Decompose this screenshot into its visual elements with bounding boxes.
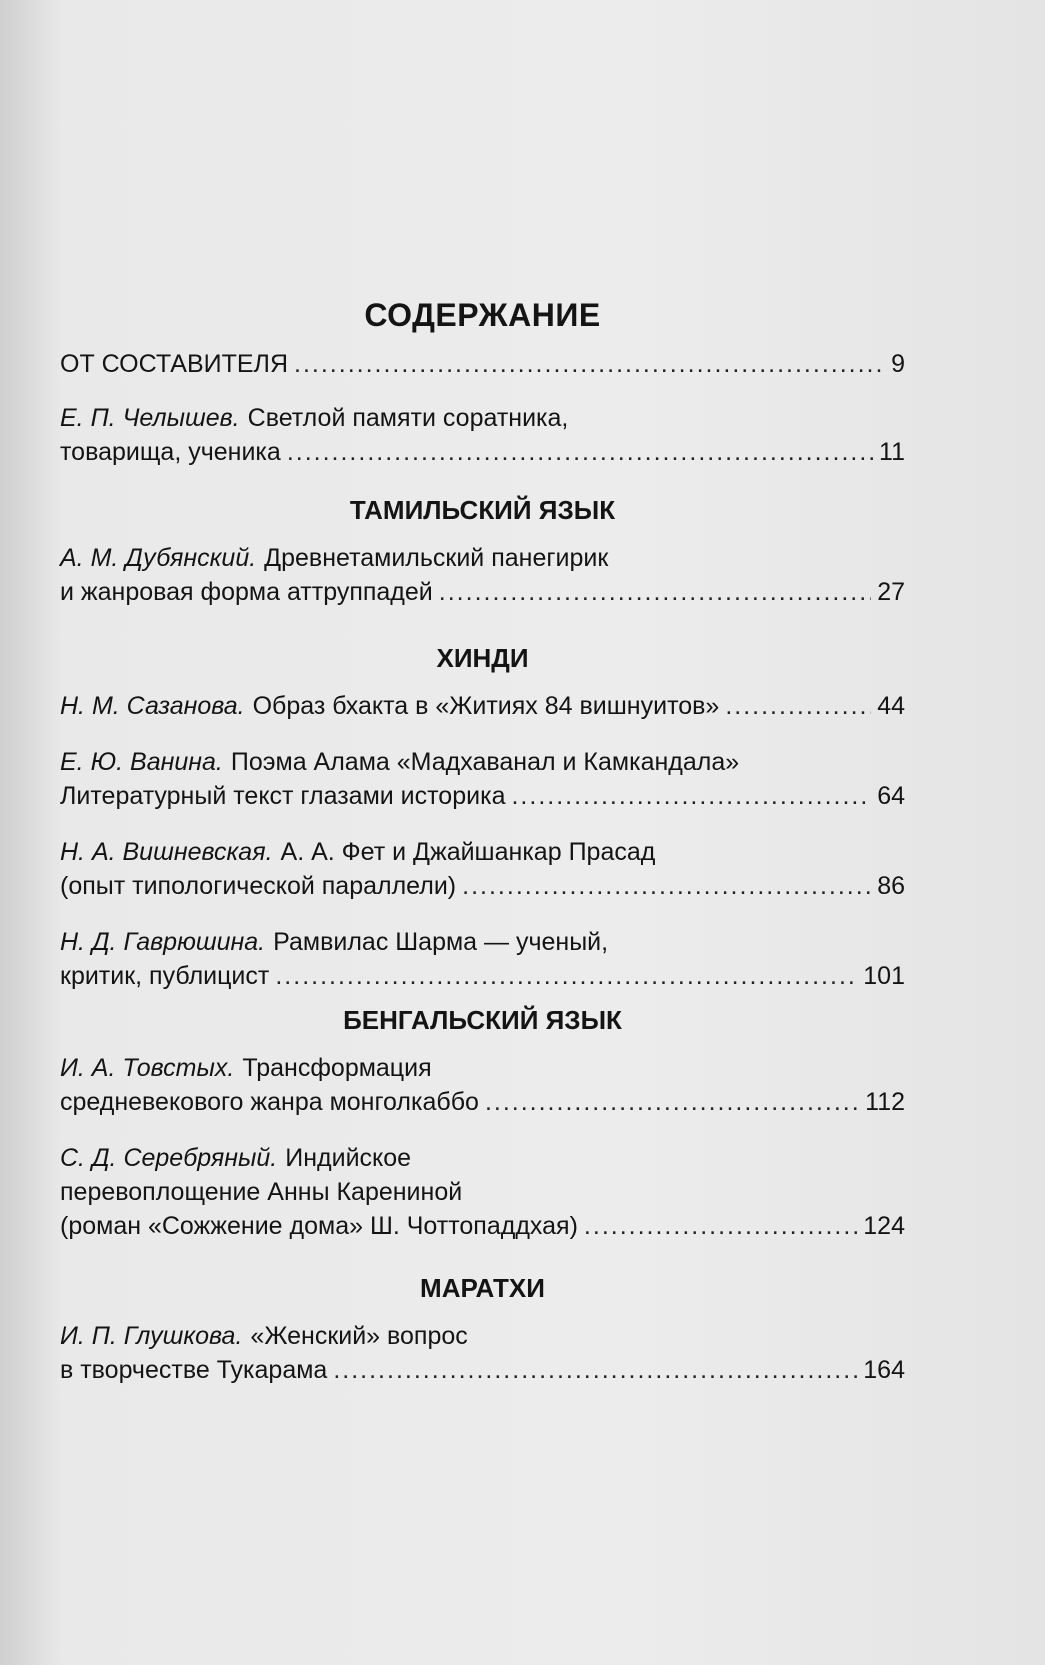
leader-dots [725, 689, 871, 723]
entry-title-line: А. А. Фет и Джайшанкар Прасад [280, 838, 656, 866]
entry-title-line: в творчестве Тукарама [60, 1356, 328, 1384]
entry-title-line: Индийское [285, 1144, 412, 1172]
entry-10 [60, 1051, 905, 1119]
page-number: 9 [891, 350, 905, 378]
entry-7 [60, 835, 905, 903]
page-number: 44 [877, 692, 905, 720]
entry-13 [60, 1319, 905, 1387]
entry-3 [60, 541, 905, 609]
section-heading: ТАМИЛЬСКИЙ ЯЗЫК [349, 495, 616, 525]
entry-title-line: Литературный текст глазами историка [60, 782, 506, 810]
entry-8 [60, 925, 905, 993]
entry-title-line: (роман «Сожжение дома» Ш. Чоттопаддхая) [60, 1212, 578, 1240]
entry-author: И. П. Глушкова. [60, 1322, 243, 1350]
entry-title-line: Светлой памяти соратника, [247, 404, 569, 432]
entry-author: Е. Ю. Ванина. [60, 748, 223, 776]
page-title: СОДЕРЖАНИЕ [364, 297, 601, 333]
entry-title-line: Трансформация [242, 1054, 432, 1082]
entry-author: А. М. Дубянский. [60, 544, 257, 572]
entry-title-line: «Женский» вопрос [250, 1322, 468, 1350]
entry-6 [60, 745, 905, 813]
page-number: 64 [877, 782, 905, 810]
entry-author: Е. П. Челышев. [60, 404, 240, 432]
page-number: 164 [863, 1356, 905, 1384]
entry-author: Н. Д. Гаврюшина. [60, 928, 266, 956]
leader-dots [287, 435, 873, 469]
entry-1 [60, 401, 905, 469]
leader-dots [511, 779, 871, 813]
entry-author: Н. А. Вишневская. [60, 838, 273, 866]
entry-title-line: Рамвилас Шарма — ученый, [273, 928, 609, 956]
entry-0 [60, 347, 905, 381]
page-number: 112 [865, 1088, 905, 1116]
leader-dots [584, 1209, 857, 1243]
entry-title-line: Поэма Алама «Мадхаванал и Камкандала» [230, 748, 740, 776]
entry-author: С. Д. Серебряный. [60, 1144, 278, 1172]
entry-title-line: и жанровая форма аттруппадей [60, 578, 433, 606]
entry-title-line: ОТ СОСТАВИТЕЛЯ [60, 350, 289, 378]
page-number: 11 [879, 438, 905, 466]
page-number: 86 [877, 872, 905, 900]
entry-title-line: Древнетамильский панегирик [264, 544, 609, 572]
leader-dots [333, 1353, 857, 1387]
leader-dots [439, 575, 871, 609]
entry-author: И. А. Товстых. [60, 1054, 235, 1082]
leader-dots [275, 959, 857, 993]
entry-title-line: товарища, ученика [60, 438, 281, 466]
leader-dots [294, 347, 885, 381]
page-number: 101 [863, 962, 905, 990]
entry-11 [60, 1141, 905, 1243]
leader-dots [462, 869, 871, 903]
section-heading: МАРАТХИ [420, 1273, 545, 1303]
entry-title-line: (опыт типологической параллели) [60, 872, 457, 900]
entry-title-line: критик, публицист [60, 962, 270, 990]
table-of-contents [60, 285, 905, 1387]
page-number: 124 [863, 1212, 905, 1240]
section-heading: БЕНГАЛЬСКИЙ ЯЗЫК [343, 1005, 622, 1035]
section-heading: ХИНДИ [436, 643, 529, 673]
entry-5 [60, 689, 905, 723]
entry-author: Н. М. Сазанова. [60, 692, 245, 720]
entry-title-line: Образ бхакта в «Житиях 84 вишнуитов» [252, 692, 720, 720]
page-number: 27 [877, 578, 905, 606]
leader-dots [485, 1085, 859, 1119]
entry-title-line: средневекового жанра монголкаббо [60, 1088, 479, 1116]
entry-title-line: перевоплощение Анны Карениной [60, 1178, 463, 1206]
